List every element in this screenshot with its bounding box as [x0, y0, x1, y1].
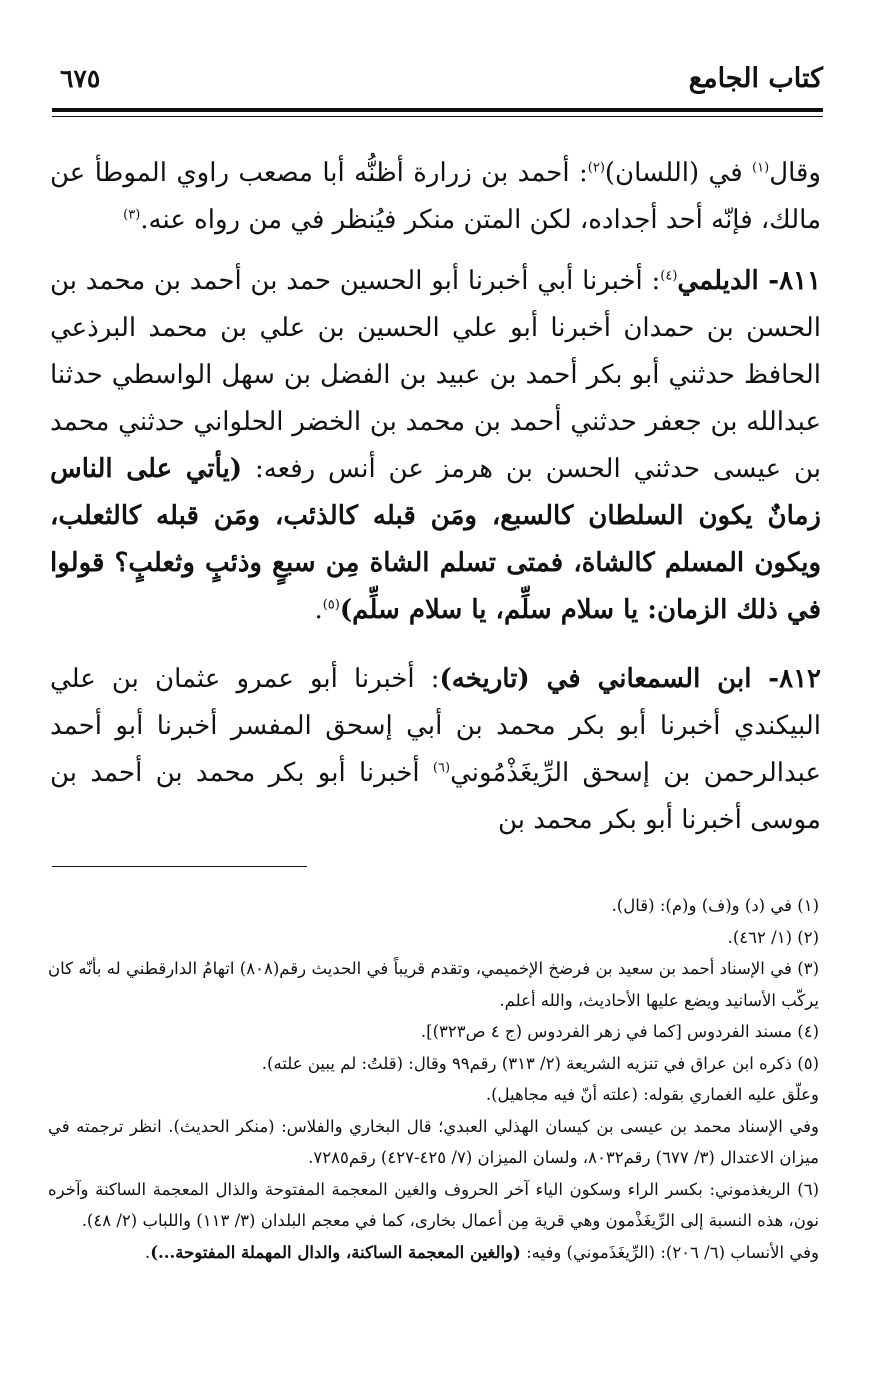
quoted-text: (والغين المعجمة الساكنة، والدال المهملة المفتوحة...) [150, 1242, 521, 1262]
footnote-5-comment: وعلّق عليه الغماري بقوله: (علته أنّ فيه مجاهيل). [485, 1085, 819, 1104]
text: . [314, 595, 323, 625]
footnote-5-narrator: وفي الإسناد محمد بن عيسى بن كيسان الهذلي العبدي؛ قال البخاري والفلاس: (منكر الحديث). انظر ترجمته في ميزان الاعتدال (٣/ ٦٧٧) رقم٨٠٣٢، ولسان الميزان (٧/ ٤٢٥-٤٢٧) رقم٧٢٨٥. [48, 1116, 819, 1167]
text: : أحمد بن زرارة أظنُّه أبا مصعب راوي الموطأ عن مالك، فإنّه أحد أجداده، لكن المتن منكر فيُنظر في من رواه عنه. [50, 158, 821, 235]
hadith-matn: (يأتي على الناس زمانٌ يكون السلطان كالسبع، ومَن قبله كالذئب، ومَن قبله كالثعلب، ويكون المسلم كالشاة، فمتى تسلم الشاة مِن سبعٍ وذئبٍ وثعلبٍ؟ قولوا في ذلك الزمان: يا سلام سلِّم، يا سلام سلِّم) [50, 454, 821, 625]
text: . [144, 1242, 151, 1262]
footnote-5: (٥) ذكره ابن عراق في تنزيه الشريعة (٢/ ٣١٣) رقم٩٩ وقال: (قلتُ: لم يبين علته). [261, 1053, 819, 1073]
page-number: ٦٧٥ [60, 63, 101, 93]
hadith-number: ٨١١- [758, 266, 821, 296]
footnote-1: (١) في (د) و(ف) و(م): (قال). [611, 896, 819, 915]
hadith-812 [50, 656, 821, 844]
footnote-3: (٣) في الإسناد أحمد بن سعيد بن فرضخ الإخميمي، وتقدم قريباً في الحديث رقم(٨٠٨) اتهامُ الدارقطني له بأنّه كان يركّب الأسانيد ويضع عليها الأحاديث، والله أعلم. [48, 959, 819, 1010]
footnote-ref: (٤) [660, 268, 678, 284]
header-rule-thick [52, 108, 823, 112]
footnote-ref: (٢) [587, 160, 605, 176]
main-text [50, 150, 821, 866]
page-header [60, 52, 823, 104]
footnotes [48, 890, 819, 1268]
isnad-text: : أخبرنا أبي أخبرنا أبو الحسين حمد بن أحمد بن محمد بن الحسن بن حمدان أخبرنا أبو علي الحسين بن علي بن محمد البرذعي الحافظ حدثني أبو بكر أحمد بن عبيد بن الفضل بن سهل الواسطي حدثنا عبدالله بن جعفر حدثني أحمد بن محمد بن الخضر الحلواني حدثني محمد بن عيسى حدثني الحسن بن هرمز عن أنس رفعه: [50, 266, 821, 484]
footnote-ref: (١) [752, 160, 770, 176]
footnote-4: (٤) مسند الفردوس [كما في زهر الفردوس (ج ٤ ص٣٢٣)]. [420, 1022, 819, 1041]
source-name: ابن السمعاني في (تاريخه) [439, 664, 752, 694]
footnote-ref: (٦) [432, 760, 451, 776]
text: وقال [769, 158, 821, 188]
text: في (اللسان) [604, 158, 753, 188]
running-title: كتاب الجامع [688, 62, 823, 94]
paragraph-lisan [50, 150, 821, 244]
source-name: الديلمي [677, 266, 759, 296]
isnad-text: أخبرنا أبو بكر محمد بن أحمد بن موسى أخبرنا أبو بكر محمد بن [50, 758, 821, 835]
footnote-6: (٦) الريغذموني: بكسر الراء وسكون الياء آخر الحروف والغين المعجمة المفتوحة والذال المعجمة الساكنة وآخره نون، هذه النسبة إلى الرِّيغَذْمون وهي قرية مِن أعمال بخارى، كما في معجم البلدان (٣/ ١١٣) واللباب (٢/ ٤٨). [48, 1179, 819, 1230]
text: وفي الأنساب (٦/ ٢٠٦): (الرِّيغَذَموني) وفيه: [520, 1242, 819, 1262]
hadith-811 [50, 258, 821, 634]
footnote-6-ansab [48, 1237, 819, 1269]
isnad-text: : أخبرنا أبو عمرو عثمان بن علي البيكندي أخبرنا أبو بكر محمد بن أبي إسحق المفسر أخبرنا أبو أحمد عبدالرحمن بن إسحق الرِّيغَذْمُوني [50, 664, 822, 788]
footnote-2: (٢) (١/ ٤٦٢). [727, 927, 819, 947]
footnote-separator [52, 866, 307, 867]
footnote-ref: (٣) [123, 207, 141, 223]
hadith-number: ٨١٢- [751, 664, 822, 694]
footnote-ref: (٥) [322, 597, 340, 613]
header-rule-thin [52, 116, 823, 117]
